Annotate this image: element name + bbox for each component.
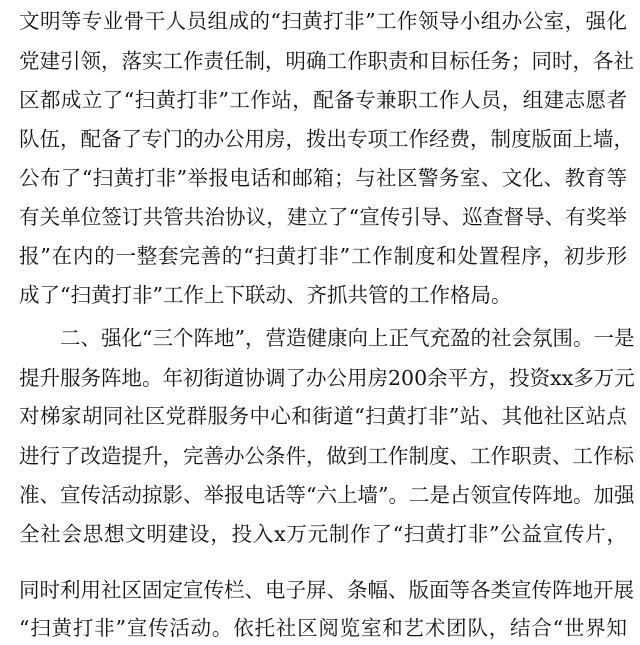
text-line-8: 成了“扫黄打非”工作上下联动、齐抓共管的工作格局。 <box>19 283 512 307</box>
text-line-10: 提升服务阵地。年初街道协调了办公用房200余平方，投资xx多万元 <box>19 366 635 390</box>
text-line-9: 二、强化“三个阵地”，营造健康向上正气充盈的社会氛围。一是 <box>60 326 635 350</box>
text-line-15: 同时利用社区固定宣传栏、电子屏、条幅、版面等各类宣传阵地开展 <box>19 578 634 602</box>
text-line-11: 对梯家胡同社区党群服务中心和街道“扫黄打非”站、其他社区站点 <box>19 404 627 428</box>
text-line-7: 报”在内的一整套完善的“扫黄打非”工作制度和处置程序，初步形 <box>19 244 627 268</box>
text-line-16: “扫黄打非”宣传活动。依托社区阅览室和艺术团队，结合“世界知 <box>19 616 627 640</box>
text-line-2: 党建引领，落实工作责任制，明确工作职责和目标任务；同时，各社 <box>19 49 634 73</box>
text-line-5: 公布了“扫黄打非”举报电话和邮箱；与社区警务室、文化、教育等 <box>19 166 627 190</box>
text-line-3: 区都成立了“扫黄打非”工作站，配备专兼职工作人员，组建志愿者 <box>19 88 627 112</box>
text-line-14: 全社会思想文明建设，投入x万元制作了“扫黄打非”公益宣传片， <box>19 522 627 546</box>
text-line-12: 进行了改造提升，完善办公条件，做到工作制度、工作职责、工作标 <box>19 444 634 468</box>
text-line-6: 有关单位签订共管共治协议，建立了“宣传引导、巡查督导、有奖举 <box>19 205 627 229</box>
text-line-13: 准、宣传活动掠影、举报电话等“六上墙”。二是占领宣传阵地。加强 <box>19 483 635 507</box>
text-line-4: 队伍，配备了专门的办公用房，拨出专项工作经费，制度版面上墙， <box>19 127 634 151</box>
text-line-1: 文明等专业骨干人员组成的“扫黄打非”工作领导小组办公室，强化 <box>19 9 627 33</box>
